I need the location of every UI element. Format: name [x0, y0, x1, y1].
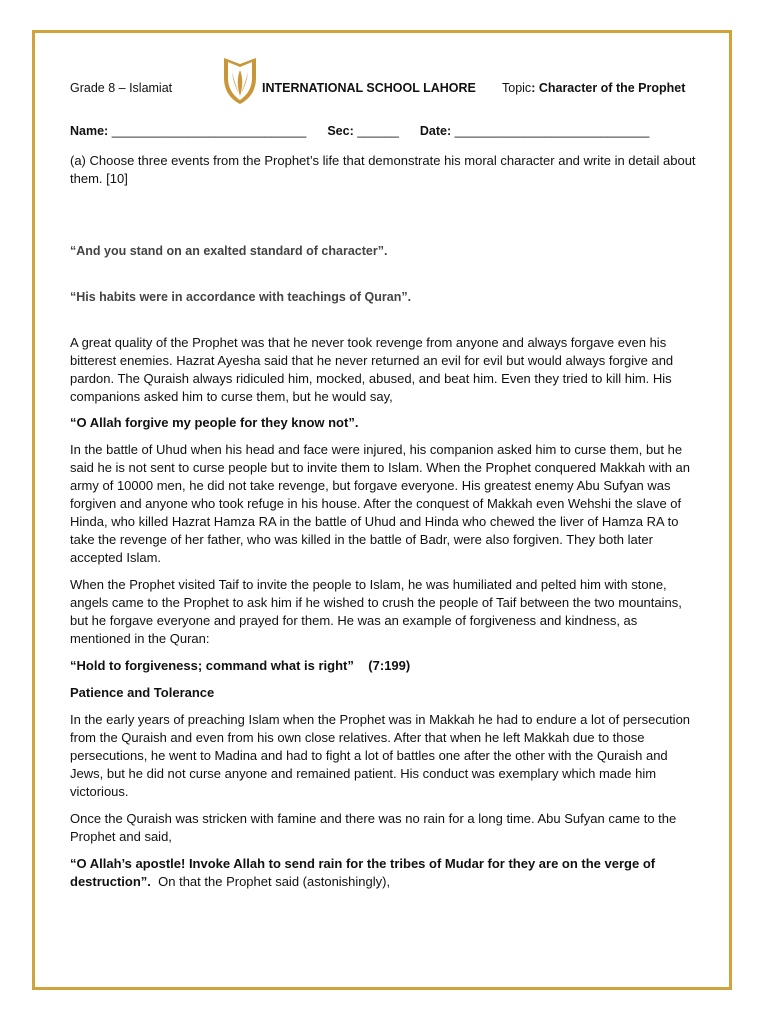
question-text: (a) Choose three events from the Prophet’s life that demonstrate his moral character and write in detail about them. [10] [70, 153, 696, 186]
sec-label: Sec: [327, 124, 354, 138]
date-blank[interactable]: ____________________________ [454, 124, 650, 138]
quote-hold-to-forgiveness: “Hold to forgiveness; command what is right” (7:199) [70, 658, 411, 673]
paragraph-taif: When the Prophet visited Taif to invite the people to Islam, he was humiliated and pelted him with stone, angels came to the Prophet to ask him if he wished to crush the people of Taif between the two mountains, but he forgave everyone and prayed for them. He was an example of forgiveness and kindness, as mentioned in the Quran: [70, 577, 682, 646]
topic-value: Character of the Prophet [535, 81, 686, 95]
quote-invoke-rain: “O Allah’s apostle! Invoke Allah to send rain for the tribes of Mudar for they are on the verge of destruction”. [70, 856, 656, 889]
topic-label: Topic [502, 81, 532, 95]
quote-forgive-my-people: “O Allah forgive my people for they know not”. [70, 415, 359, 430]
school-crest-icon [220, 56, 260, 106]
name-blank[interactable]: ____________________________ [111, 124, 307, 138]
quote-exalted-character: “And you stand on an exalted standard of character”. [70, 244, 388, 258]
document-body [70, 152, 700, 891]
paragraph-persecution: In the early years of preaching Islam when the Prophet was in Makkah he had to endure a lot of persecution from the Quraish and even from his own close relatives. After that when he left Makkah due to those persecutions, he went to Madina and had to fight a lot of battles one after the other with the Quraish and Jews, but he did not curse anyone and remained patient. His conduct was exemplary which made him victorious. [70, 712, 691, 799]
date-label: Date: [419, 124, 452, 138]
heading-patience-tolerance: Patience and Tolerance [70, 685, 215, 700]
grade-label: Grade 8 – Islamiat [70, 81, 173, 95]
paragraph-famine: Once the Quraish was stricken with famine and there was no rain for a long time. Abu Sufyan came to the Prophet and said, [70, 811, 677, 844]
prophet-reply-intro: On that the Prophet said (astonishingly), [150, 874, 391, 889]
topic-line [502, 81, 685, 95]
topic-colon: : [531, 81, 536, 95]
paragraph-forgiveness: A great quality of the Prophet was that he never took revenge from anyone and always forgave even his bitterest enemies. Hazrat Ayesha said that he never returned an evil for evil but would always forgive and pardon. The Quraish always ridiculed him, mocked, abused, and beat him. Even they tried to kill him. His companions asked him to curse them, but he would say, [70, 335, 674, 404]
document-header [70, 56, 700, 116]
school-name: INTERNATIONAL SCHOOL LAHORE [262, 81, 476, 95]
name-label: Name: [70, 124, 109, 138]
student-fields [70, 124, 649, 138]
paragraph-uhud-makkah: In the battle of Uhud when his head and face were injured, his companion asked him to curse them, but he said he is not sent to curse people but to invite them to Islam. When the Prophet conquered Makkah with an army of 10000 men, he did not take revenge, but forgave everyone. His greatest enemy Abu Sufyan was forgiven and anyone who took refuge in his house. After the conquest of Makkah even Wehshi the slave of Hinda, who killed Hazrat Hamza RA in the battle of Uhud and Hinda who chewed the liver of Hamza RA to take the revenge of her father, who was killed in the battle of Badr, were also forgiven. They both later accepted Islam. [70, 442, 691, 565]
sec-blank[interactable]: ______ [357, 124, 399, 138]
paragraph-rain-request [70, 855, 700, 891]
quote-habits-quran: “His habits were in accordance with teachings of Quran”. [70, 290, 412, 304]
